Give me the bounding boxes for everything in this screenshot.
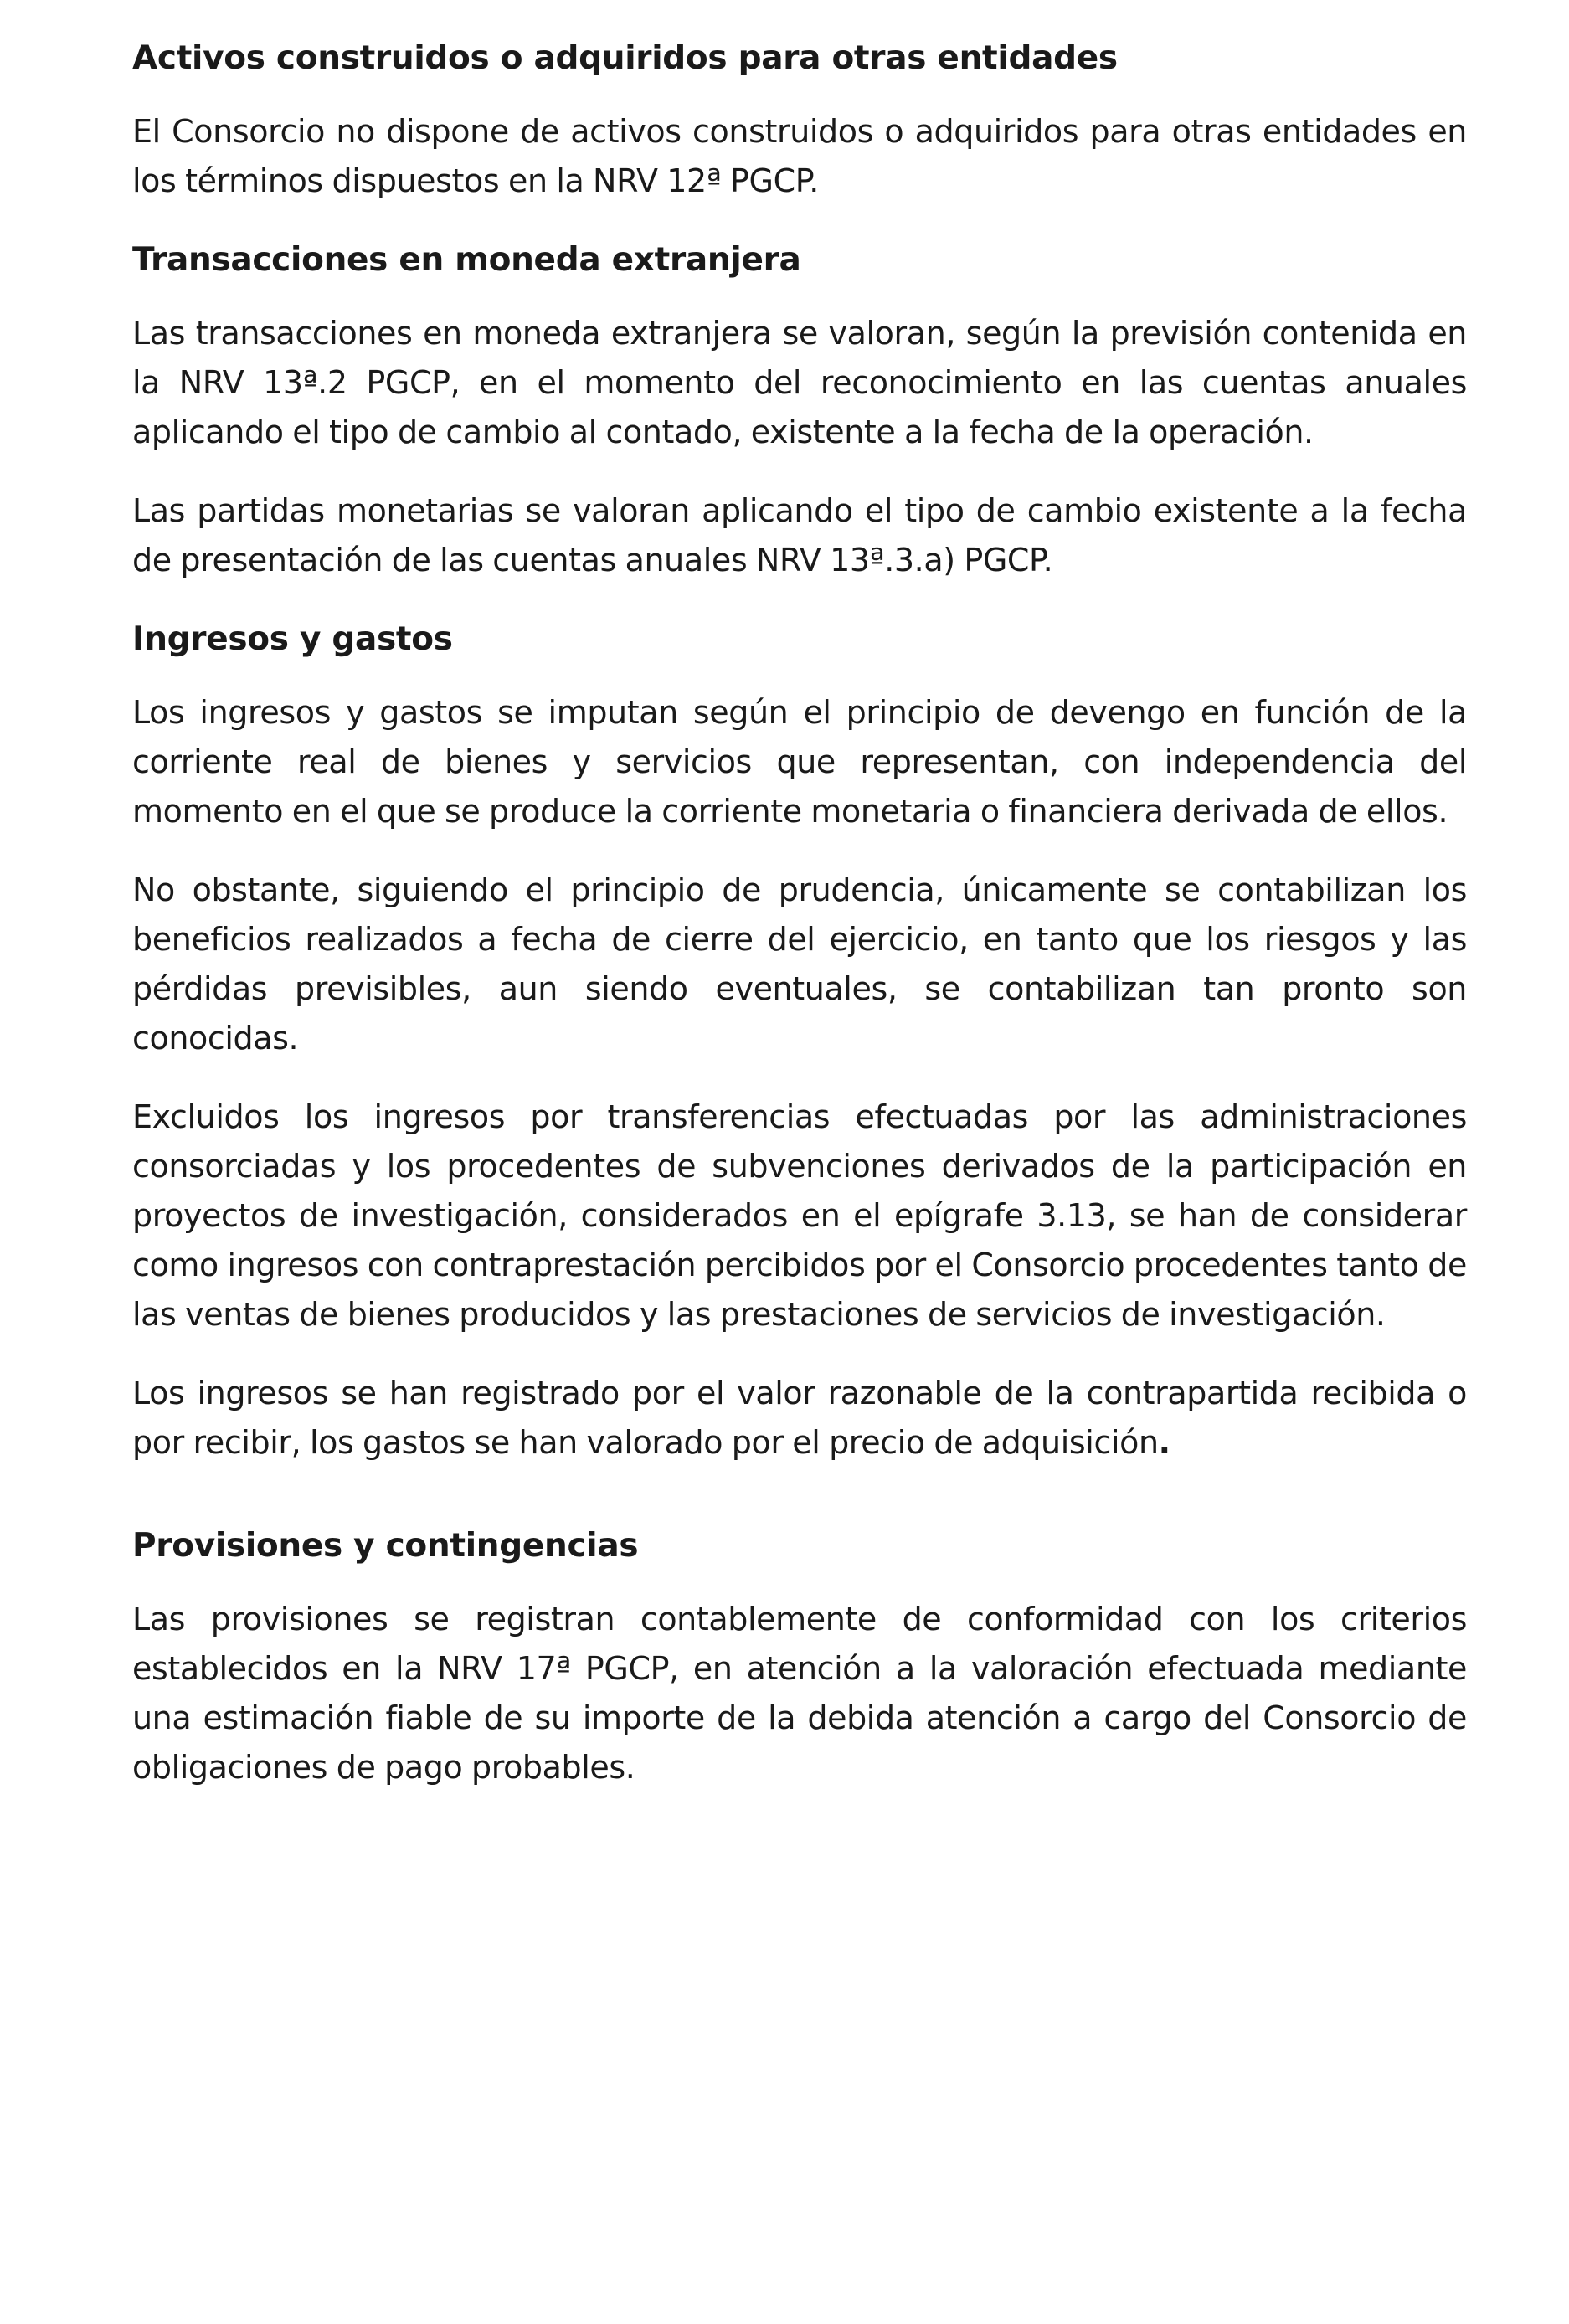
document-page — [132, 33, 1467, 1822]
section-activos — [132, 33, 1467, 206]
paragraph-end-period: . — [1158, 1424, 1170, 1461]
section-heading: Transacciones en moneda extranjera — [132, 241, 801, 279]
section-provisiones — [132, 1521, 1467, 1792]
section-heading: Provisiones y contingencias — [132, 1527, 639, 1565]
paragraph-text: Los ingresos se han registrado por el valor razonable de la contrapartida recibida o por recibir, los gastos se han valorado por el precio de adquisición — [132, 1375, 1467, 1461]
section-moneda-extranjera — [132, 235, 1467, 585]
section-heading: Ingresos y gastos — [132, 620, 453, 658]
paragraph: El Consorcio no dispone de activos construidos o adquiridos para otras entidades en los términos dispuestos en la NRV 12ª PGCP. — [132, 113, 1467, 199]
paragraph: Las partidas monetarias se valoran aplicando el tipo de cambio existente a la fecha de presentación de las cuentas anuales NRV 13ª.3.a) PGCP. — [132, 492, 1467, 578]
paragraph: Los ingresos y gastos se imputan según el principio de devengo en función de la corriente real de bienes y servicios que representan, con independencia del momento en el que se produce la corriente monetaria o financiera derivada de ellos. — [132, 694, 1467, 830]
paragraph — [132, 1369, 1467, 1468]
section-ingresos-gastos — [132, 614, 1467, 1468]
paragraph: No obstante, siguiendo el principio de prudencia, únicamente se contabilizan los beneficios realizados a fecha de cierre del ejercicio, en tanto que los riesgos y las pérdidas previsibles, aun siendo eventuales, se contabilizan tan pronto son conocidas. — [132, 872, 1467, 1057]
paragraph: Excluidos los ingresos por transferencias efectuadas por las administraciones consorciadas y los procedentes de subvenciones derivados de la participación en proyectos de investigación, considerados en el epígrafe 3.13, se han de considerar como ingresos con contraprestación percibidos por el Consorcio procedentes tanto de las ventas de bienes producidos y las prestaciones de servicios de investigación. — [132, 1098, 1468, 1333]
paragraph: Las transacciones en moneda extranjera se valoran, según la previsión contenida en la NRV 13ª.2 PGCP, en el momento del reconocimiento en las cuentas anuales aplicando el tipo de cambio al contado, existente a la fecha de la operación. — [132, 315, 1467, 450]
section-heading: Activos construidos o adquiridos para otras entidades — [132, 39, 1118, 77]
paragraph: Las provisiones se registran contablemente de conformidad con los criterios establecidos en la NRV 17ª PGCP, en atención a la valoración efectuada mediante una estimación fiable de su importe de la debida atención a cargo del Consorcio de obligaciones de pago probables. — [132, 1601, 1467, 1786]
